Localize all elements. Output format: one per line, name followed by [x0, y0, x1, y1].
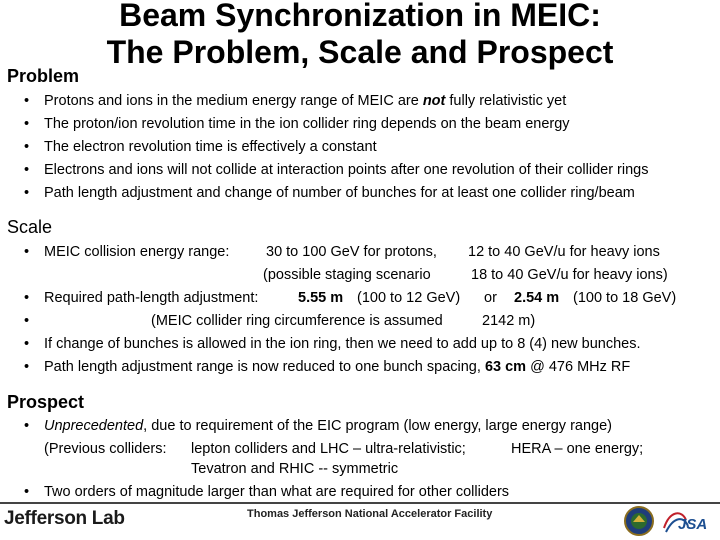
- bunch-spacing-pre: Path length adjustment range is now reduced to one bunch spacing,: [44, 359, 481, 375]
- bunch-spacing-value: 63 cm: [484, 359, 527, 375]
- section-heading-prospect: Prospect: [7, 392, 85, 412]
- scale-path-length-value-1: 5.55 m: [298, 290, 344, 306]
- prospect-magnitude-text: Two orders of magnitude larger than what are required for other colliders: [44, 484, 510, 500]
- jsa-logo-text: JSA: [678, 516, 708, 533]
- prospect-previous-lepton: lepton colliders and LHC – ultra-relativistic;: [191, 441, 466, 457]
- bullet: •: [24, 313, 30, 329]
- scale-path-length-note-2: (100 to 18 GeV): [573, 290, 677, 306]
- scale-energy-ions: 12 to 40 GeV/u for heavy ions: [468, 244, 660, 260]
- problem-text: Protons and ions in the medium energy range of MEIC are: [44, 93, 423, 109]
- prospect-previous-hera: HERA – one energy;: [511, 441, 644, 457]
- scale-staging-label: (possible staging scenario: [263, 267, 431, 283]
- bullet: •: [24, 484, 30, 500]
- problem-item: [44, 162, 649, 178]
- problem-text: Electrons and ions will not collide at interaction points after one revolution of their collider rings: [44, 162, 649, 178]
- bullet: •: [24, 290, 30, 306]
- problem-text: The proton/ion revolution time in the ion collider ring depends on the beam energy: [44, 116, 570, 132]
- problem-item: [44, 139, 377, 155]
- scale-path-length-value-2: 2.54 m: [514, 290, 560, 306]
- prospect-previous-tevatron: Tevatron and RHIC -- symmetric: [191, 461, 399, 477]
- prospect-unprecedented-word: Unprecedented: [44, 418, 144, 434]
- problem-text: The electron revolution time is effectively a constant: [44, 139, 377, 155]
- bullet: •: [24, 418, 30, 434]
- bunch-spacing-rf: @ 476 MHz RF: [530, 359, 631, 375]
- scale-staging-range: 18 to 40 GeV/u for heavy ions): [471, 267, 668, 283]
- footer-logos: [624, 504, 712, 538]
- jsa-logo-icon: [660, 506, 712, 536]
- scale-circumference-value: 2142 m): [482, 313, 536, 329]
- bullet: •: [24, 116, 30, 132]
- prospect-previous-label: (Previous colliders:: [44, 441, 167, 457]
- jefferson-lab-logo: Jefferson Lab: [4, 508, 125, 529]
- section-heading-problem: Problem: [7, 66, 80, 86]
- problem-emphasis: not: [422, 93, 446, 109]
- scale-energy-label: MEIC collision energy range:: [44, 244, 230, 260]
- scale-bunches-text: If change of bunches is allowed in the ion ring, then we need to add up to 8 (4) new bunches.: [44, 336, 641, 352]
- problem-item: [44, 185, 635, 201]
- footer-facility-name: Thomas Jefferson National Accelerator Facility: [247, 508, 493, 520]
- scale-bunch-spacing-text: [44, 359, 630, 375]
- bullet: •: [24, 93, 30, 109]
- bullet: •: [24, 139, 30, 155]
- prospect-unprecedented-rest: , due to requirement of the EIC program (low energy, large energy range): [143, 418, 612, 434]
- slide-title-line-2: The Problem, Scale and Prospect: [106, 34, 614, 70]
- problem-item: [44, 93, 566, 109]
- section-heading-scale: Scale: [7, 217, 53, 237]
- slide-title-line-1: Beam Synchronization in MEIC:: [119, 0, 601, 33]
- scale-circumference-text: (MEIC collider ring circumference is assumed: [151, 313, 443, 329]
- scale-path-length-label: Required path-length adjustment:: [44, 290, 259, 306]
- footer-divider: [0, 502, 720, 504]
- problem-item: [44, 116, 570, 132]
- bullet: •: [24, 162, 30, 178]
- bullet: •: [24, 185, 30, 201]
- scale-or: or: [484, 290, 497, 306]
- bullet: •: [24, 336, 30, 352]
- scale-path-length-note-1: (100 to 12 GeV): [357, 290, 461, 306]
- bullet: •: [24, 359, 30, 375]
- problem-text: fully relativistic yet: [445, 93, 567, 109]
- prospect-unprecedented: [44, 418, 612, 434]
- bullet: •: [24, 244, 30, 260]
- problem-text: Path length adjustment and change of number of bunches for at least one collider ring/beam: [44, 185, 635, 201]
- scale-energy-protons: 30 to 100 GeV for protons,: [266, 244, 437, 260]
- doe-seal-icon: [624, 506, 654, 536]
